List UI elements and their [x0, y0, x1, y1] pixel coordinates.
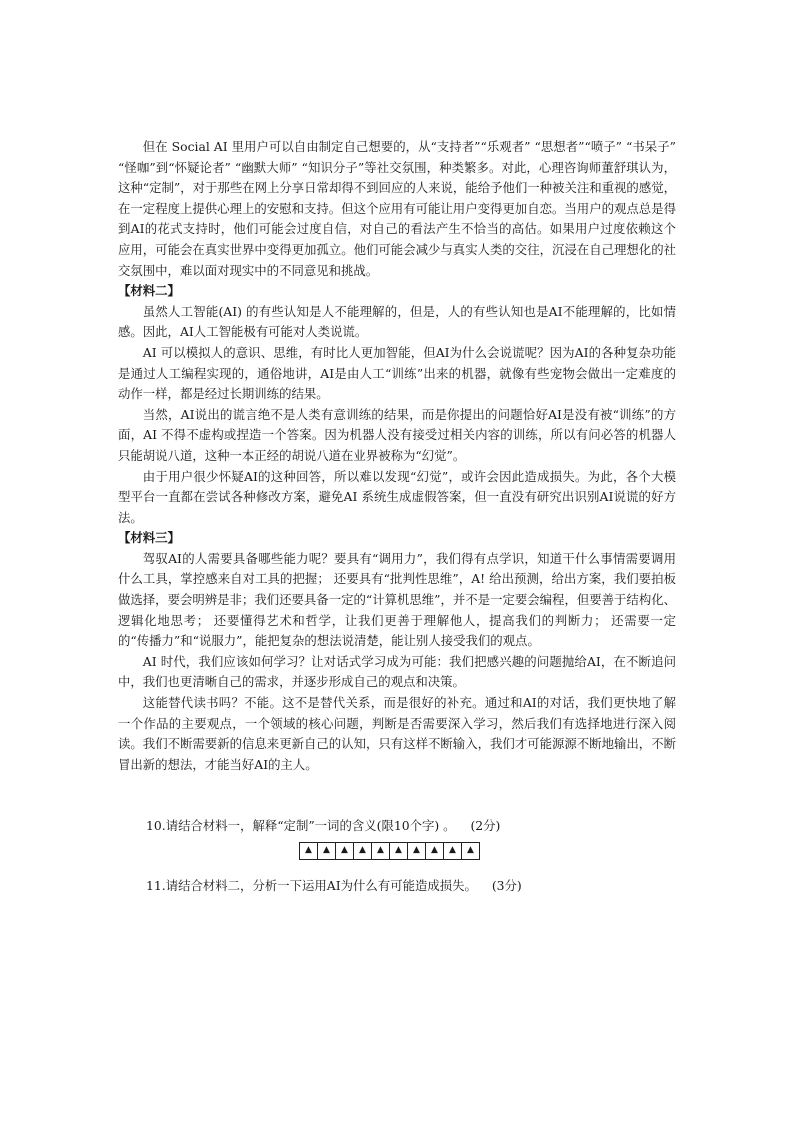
material-two-paragraph: 当然，AI说出的谎言绝不是人类有意训练的结果，而是你提出的问题恰好AI是没有被“训练”的方面，AI 不得不虚构或捏造一个答案。因为机器人没有接受过相关内容的训练，所以有问必答的机器人只能胡说八道，这种一本正经的胡说八道在业界被称为“幻觉”。	[118, 406, 676, 463]
answer-box-grid	[299, 842, 480, 860]
question-10-points: (2分)	[470, 818, 501, 833]
question-11-points: (3分)	[491, 877, 522, 893]
question-11	[146, 876, 666, 897]
answer-box[interactable]: ▲	[318, 843, 336, 859]
material-two-paragraph: AI 可以模拟人的意识、思维，有时比人更加智能，但AI为什么会说谎呢？因为AI的各种复杂功能是通过人工编程实现的，通俗地讲，AI是由人工“训练”出来的机器，就像有些宠物会做出一定难度的动作一样，都是经过长期训练的结果。	[118, 344, 676, 402]
answer-box[interactable]: ▲	[408, 843, 426, 859]
material-three-heading: 【材料三】	[118, 530, 180, 546]
material-three-paragraph: AI 时代，我们应该如何学习？让对话式学习成为可能：我们把感兴趣的问题抛给AI，在不断追问中，我们也更清晰自己的需求，并逐步形成自己的观点和决策。	[118, 653, 676, 690]
answer-box[interactable]: ▲	[372, 843, 390, 859]
material-three-paragraph: 驾驭AI的人需要具备哪些能力呢？要具有“调用力”，我们得有点学识，知道干什么事情需要调用什么工具，掌控感来自对工具的把握； 还要具有“批判性思维”，A! 给出预测，给出方案，我们要拍板做选择，要会明辨是非；我们还要具备一定的“计算机思维”，并不是一定要会编程，但要善于结构化、逻辑化地思考； 还要懂得艺术和哲学，让我们更善于理解他人，提高我们的判断力； 还需要一定的“传播力”和“说服力”，能把复杂的想法说清楚，能让别人接受我们的观点。	[118, 550, 676, 649]
material-two-paragraph: 由于用户很少怀疑AI的这种回答，所以难以发现“幻觉”，或许会因此造成损失。为此，各个大模型平台一直都在尝试各种修改方案，避免AI 系统生成虚假答案，但一直没有研究出识别AI说谎的好方法。	[118, 468, 676, 525]
question-10-text: 10.请结合材料一，解释“定制”一词的含义(限10个字) 。	[146, 818, 456, 833]
material-three-paragraph: 这能替代读书吗？不能。这不是替代关系，而是很好的补充。通过和AI的对话，我们更快地了解一个作品的主要观点，一个领域的核心问题，判断是否需要深入学习，然后我们有选择地进行深入阅读。我们不断需要新的信息来更新自己的认知，只有这样不断输入，我们才可能源源不断地输出，不断冒出新的想法，才能当好AI的主人。	[118, 695, 676, 772]
answer-box[interactable]: ▲	[467, 845, 474, 856]
material-one-paragraph: 但在 Social AI 里用户可以自由制定自己想要的，从“支持者”“乐观者” “思想者”“喷子” “书呆子” “怪咖”到“怀疑论者” “幽默大师” “知识分子”等社交氛围，种类繁多。对此，心理咨询师董舒琪认为，这种“定制”，对于那些在网上分享日常却得不到回应的人来说，能给予他们一种被关注和重视的感觉，在一定程度上提供心理上的安慰和支持。但这个应用有可能让用户变得更加自恋。当用户的观点总是得到AI的花式支持时，他们可能会过度自信，对自己的看法产生不恰当的高估。如果用户过度依赖这个应用，可能会在真实世界中变得更加孤立。他们可能会减少与真实人类的交往，沉浸在自己理想化的社交氛围中，难以面对现实中的不同意见和挑战。	[118, 139, 676, 278]
material-two-paragraph: 虽然人工智能(AI) 的有些认知是人不能理解的，但是，人的有些认知也是AI不能理解的，比如情感。因此，AI人工智能极有可能对人类说谎。	[118, 303, 676, 340]
question-10	[146, 816, 666, 837]
answer-box[interactable]: ▲	[354, 843, 372, 859]
answer-box[interactable]: ▲	[444, 843, 462, 859]
answer-box[interactable]: ▲	[390, 843, 408, 859]
question-11-text: 11.请结合材料二，分析一下运用AI为什么有可能造成损失。	[146, 877, 477, 893]
answer-box[interactable]: ▲	[336, 843, 354, 859]
answer-box[interactable]: ▲	[300, 843, 318, 859]
questions-section	[146, 816, 666, 896]
material-two-heading: 【材料二】	[118, 283, 180, 299]
answer-box[interactable]: ▲	[426, 843, 444, 859]
reading-materials	[118, 137, 676, 775]
